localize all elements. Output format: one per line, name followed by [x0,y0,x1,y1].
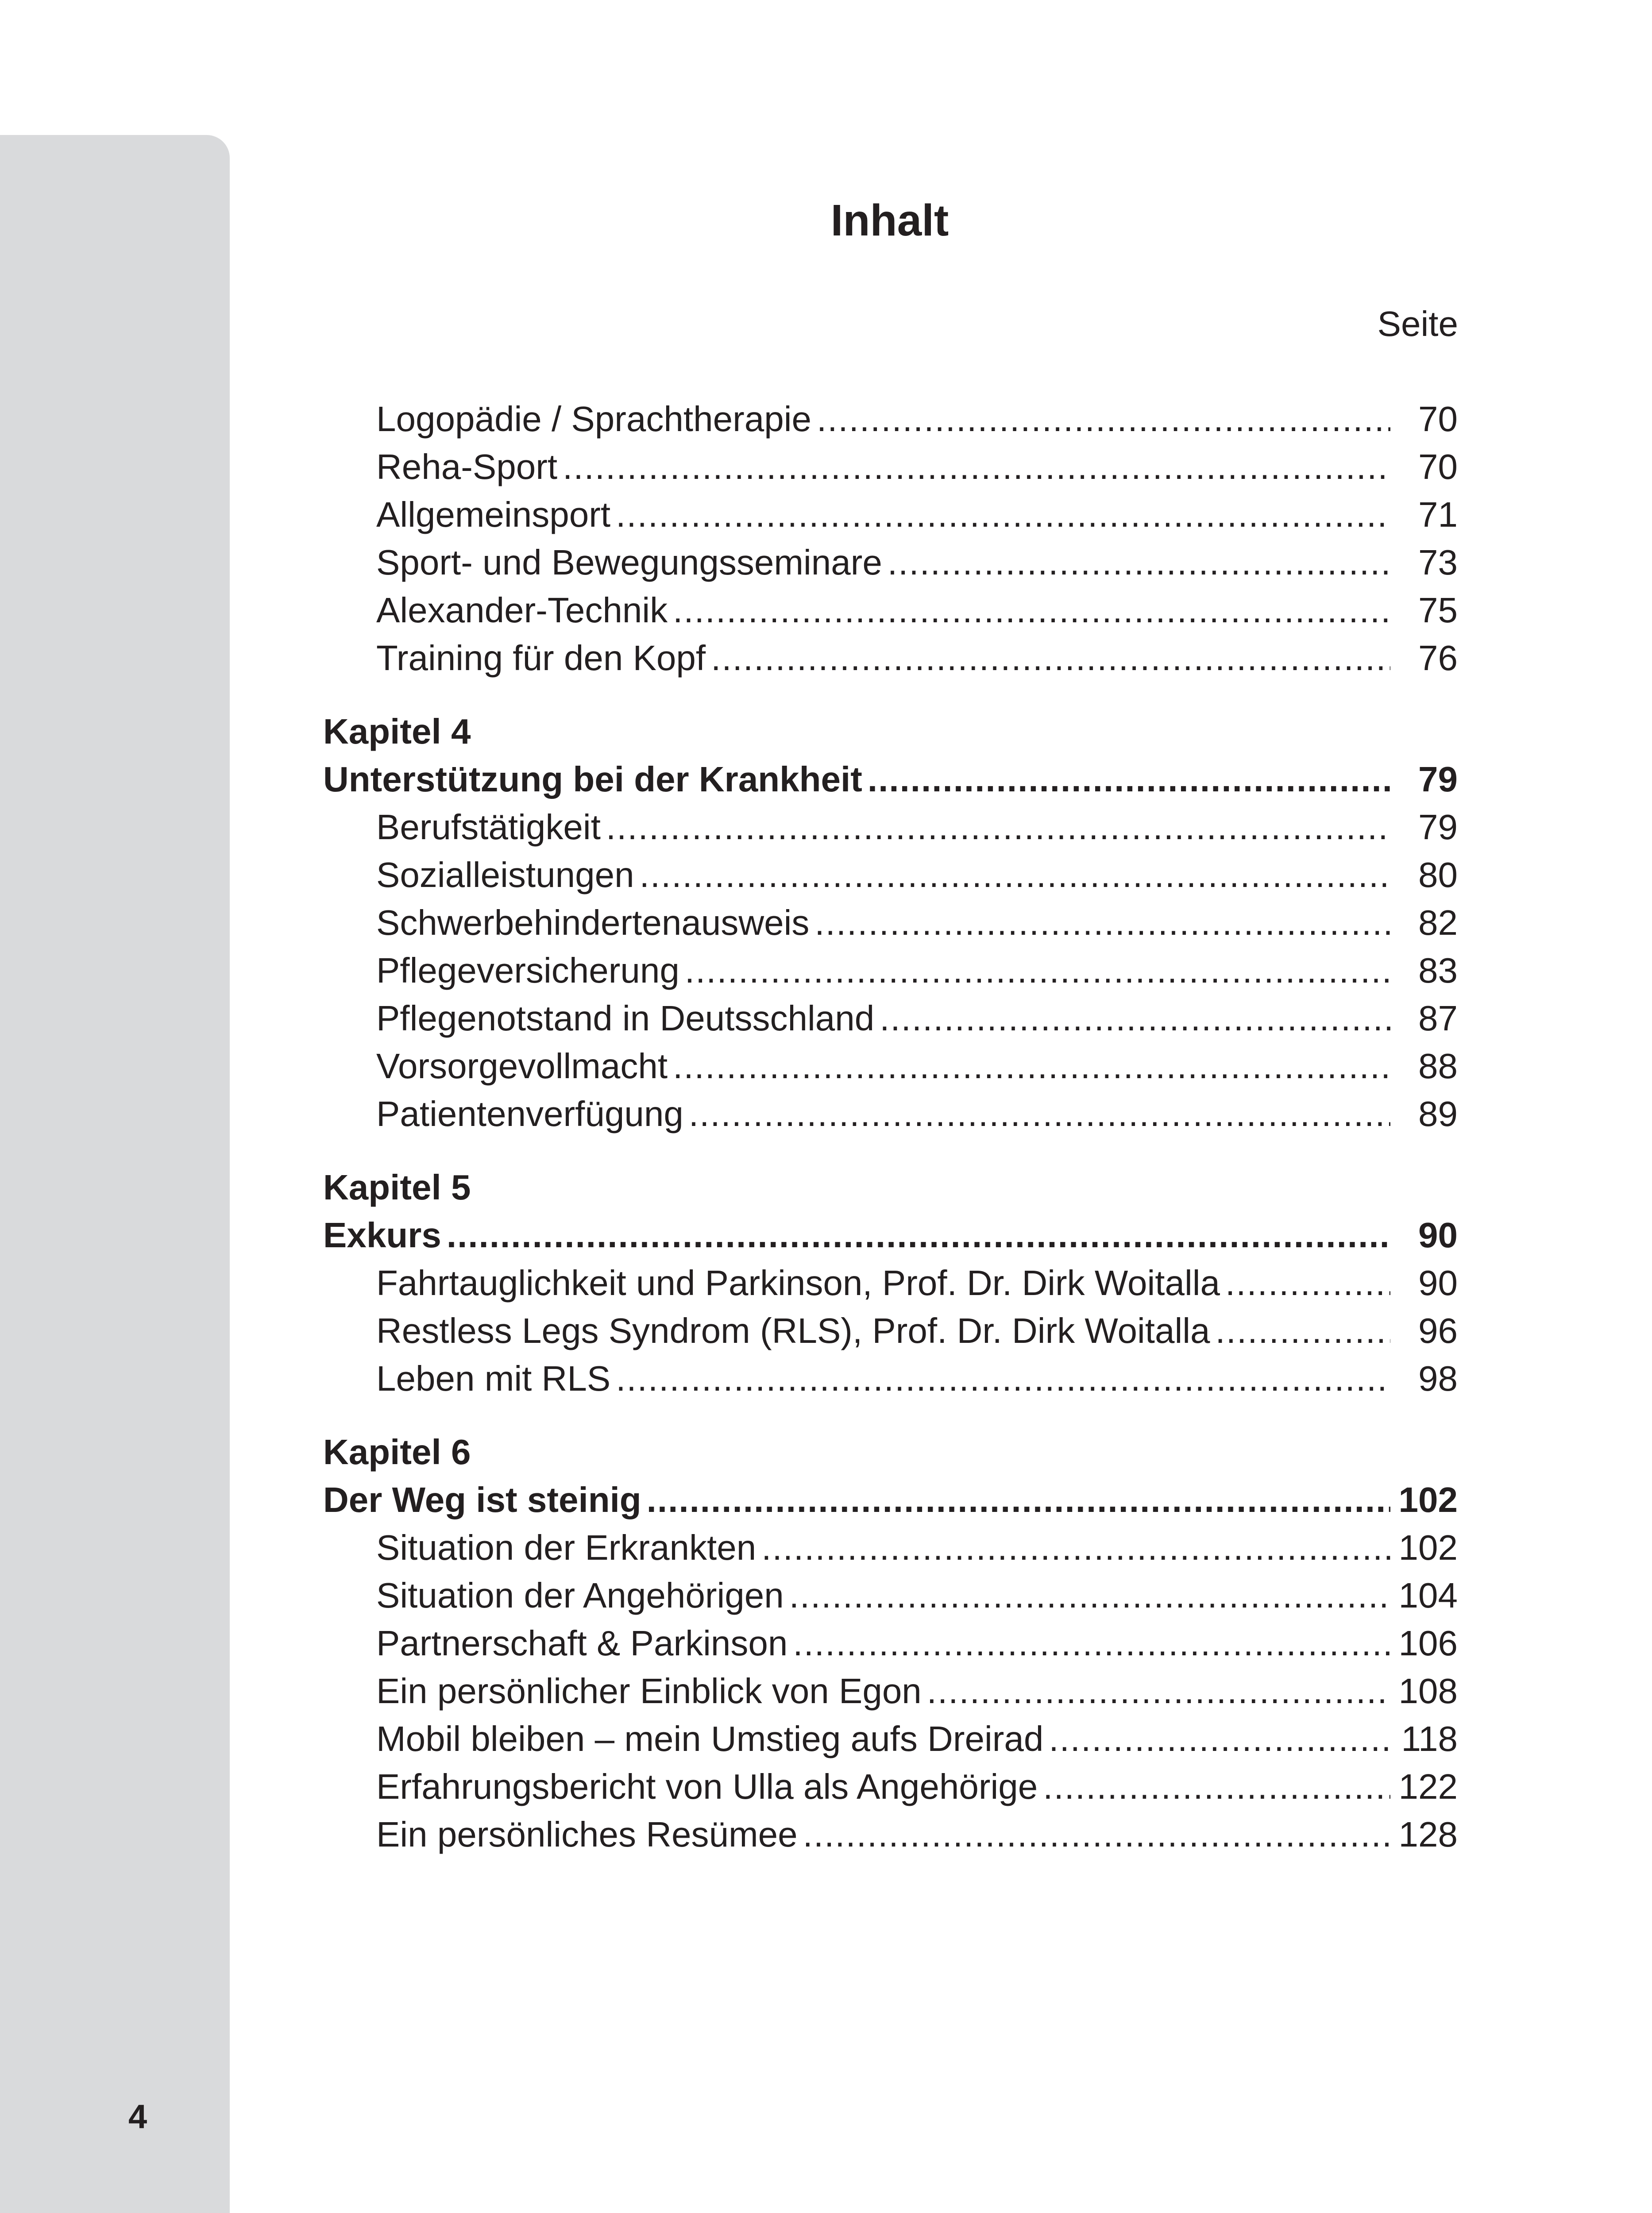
side-tab [0,135,230,2213]
leader-dots [711,634,1390,682]
toc-entry[interactable] [323,1619,1458,1667]
toc-entry-page: 118 [1401,1719,1458,1758]
page-number: 4 [128,2098,147,2136]
leader-dots [616,491,1390,539]
toc-entry-page: 83 [1418,951,1458,990]
leader-dots [888,539,1390,586]
chapter-page: 79 [1418,760,1458,799]
toc-entry-label: Sport- und Bewegungsseminare [376,543,882,582]
chapter-page: 90 [1418,1215,1458,1255]
chapter-title-entry[interactable] [323,756,1458,803]
toc-entry[interactable] [323,1524,1458,1572]
chapter-title-entry[interactable] [323,1476,1458,1524]
toc-entry[interactable] [323,586,1458,634]
toc-entry[interactable] [323,1715,1458,1763]
toc-entry-label: Mobil bleiben – mein Umstieg aufs Dreirad [376,1719,1044,1758]
toc-entry-label: Sozialleistungen [376,855,634,894]
toc-entry-label: Leben mit RLS [376,1359,611,1398]
toc-entry[interactable] [323,1355,1458,1403]
toc-entry-page: 89 [1418,1094,1458,1133]
chapter-title: Unterstützung bei der Krankheit [323,760,862,799]
chapter-number: Kapitel 4 [323,712,471,751]
leader-dots [685,947,1390,995]
toc-entry[interactable] [323,1763,1458,1811]
toc-entry-page: 70 [1418,447,1458,486]
toc-entry-label: Fahrtauglichkeit und Parkinson, Prof. Dr. Dirk Woitalla [376,1263,1220,1303]
toc-entry-page: 104 [1398,1576,1458,1615]
toc-entry-page: 76 [1418,638,1458,678]
toc-entry-label: Alexander-Technik [376,590,668,630]
toc-entry[interactable] [323,1307,1458,1355]
toc-entry-label: Logopädie / Sprachtherapie [376,399,811,439]
toc-entry-label: Schwerbehindertenausweis [376,903,810,942]
toc-entry-page: 108 [1398,1671,1458,1711]
toc-entry[interactable] [323,1811,1458,1858]
leader-dots [817,395,1390,443]
page-column-label: Seite [1377,304,1458,343]
toc-entry[interactable] [323,899,1458,947]
toc-entry[interactable] [323,1667,1458,1715]
toc-entry[interactable] [323,803,1458,851]
toc-entry-page: 73 [1418,543,1458,582]
toc-entry[interactable] [323,539,1458,586]
toc-entry-page: 90 [1418,1263,1458,1303]
leader-dots [1049,1715,1390,1763]
toc-entry-label: Restless Legs Syndrom (RLS), Prof. Dr. Dirk Woitalla [376,1311,1210,1350]
toc-entry-label: Erfahrungsbericht von Ulla als Angehörige [376,1767,1038,1806]
toc-entry-label: Berufstätigkeit [376,807,601,847]
chapter-number: Kapitel 6 [323,1432,471,1472]
toc-entry-label: Vorsorgevollmacht [376,1046,668,1086]
toc-entry[interactable] [323,634,1458,682]
toc-entry[interactable] [323,1259,1458,1307]
toc-entry-label: Allgemeinsport [376,495,611,534]
leader-dots [447,1211,1390,1259]
leader-dots [1043,1763,1390,1811]
toc-entry-label: Situation der Erkrankten [376,1528,757,1567]
leader-dots [803,1811,1390,1858]
toc-entry-page: 122 [1398,1767,1458,1806]
toc-entry-page: 98 [1418,1359,1458,1398]
toc-entry-label: Pflegeversicherung [376,951,679,990]
toc-entry-label: Pflegenotstand in Deutsschland [376,999,875,1038]
toc-entry[interactable] [323,491,1458,539]
toc-entry[interactable] [323,1090,1458,1138]
chapter-title: Exkurs [323,1215,441,1255]
toc-entry-page: 80 [1418,855,1458,894]
toc-entry-page: 79 [1418,807,1458,847]
chapter-page: 102 [1398,1480,1458,1519]
leader-dots [880,995,1390,1042]
toc-entry-page: 128 [1398,1815,1458,1854]
toc-entry-label: Situation der Angehörigen [376,1576,784,1615]
leader-dots [563,443,1390,491]
toc-entry-page: 102 [1398,1528,1458,1567]
toc-entry[interactable] [323,1572,1458,1619]
toc-entry-page: 87 [1418,999,1458,1038]
leader-dots [761,1524,1390,1572]
toc-entry-page: 88 [1418,1046,1458,1086]
leader-dots [793,1619,1390,1667]
leader-dots [606,803,1390,851]
toc-entry[interactable] [323,1042,1458,1090]
toc-entry-label: Partnerschaft & Parkinson [376,1623,788,1663]
toc-entry-label: Ein persönliches Resümee [376,1815,798,1854]
toc-entry-page: 96 [1418,1311,1458,1350]
toc-entry[interactable] [323,851,1458,899]
chapter-number: Kapitel 5 [323,1168,471,1207]
leader-dots [814,899,1390,947]
toc-entry-label: Patientenverfügung [376,1094,683,1133]
leader-dots [616,1355,1390,1403]
leader-dots [689,1090,1390,1138]
leader-dots [868,756,1390,803]
leader-dots [647,1476,1390,1524]
toc-entry[interactable] [323,443,1458,491]
toc-entry[interactable] [323,947,1458,995]
leader-dots [927,1667,1390,1715]
chapter-title: Der Weg ist steinig [323,1480,641,1519]
chapter-title-entry[interactable] [323,1211,1458,1259]
table-of-contents [323,395,1458,1858]
leader-dots [673,1042,1390,1090]
toc-entry-page: 82 [1418,903,1458,942]
leader-dots [673,586,1390,634]
toc-entry-page: 75 [1418,590,1458,630]
toc-entry[interactable] [323,995,1458,1042]
toc-entry-page: 70 [1418,399,1458,439]
toc-entry-page: 106 [1398,1623,1458,1663]
page-title: Inhalt [830,196,949,245]
toc-entry-page: 71 [1418,495,1458,534]
toc-entry-label: Training für den Kopf [376,638,706,678]
toc-entry-label: Reha-Sport [376,447,558,486]
toc-entry-label: Ein persönlicher Einblick von Egon [376,1671,922,1711]
toc-entry[interactable] [323,395,1458,443]
leader-dots [1225,1259,1390,1307]
leader-dots [1216,1307,1390,1355]
leader-dots [789,1572,1390,1619]
leader-dots [640,851,1390,899]
